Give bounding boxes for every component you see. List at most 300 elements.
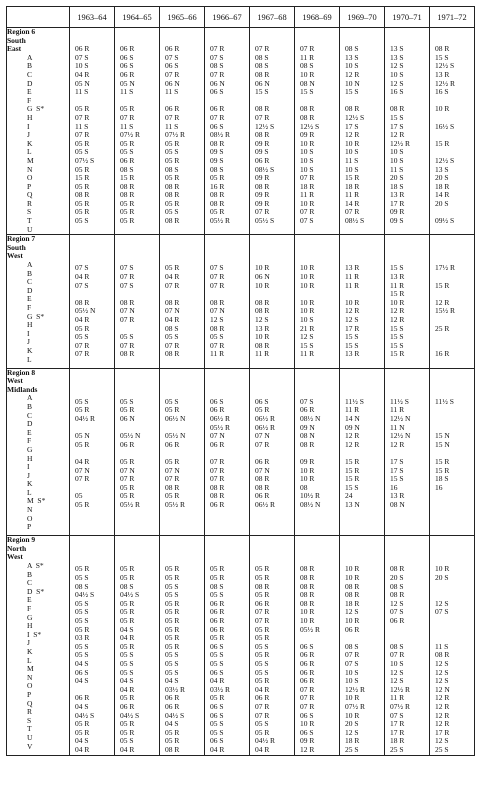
value-entry: 07 R bbox=[120, 340, 135, 350]
value-entry: 05 S bbox=[210, 658, 224, 668]
value-entry: 06 R bbox=[120, 69, 135, 79]
value-entry: 05 S bbox=[75, 598, 89, 608]
value-entry: 08 R bbox=[210, 323, 225, 333]
value-entry: 15 S bbox=[390, 323, 404, 333]
value-entry: 11 R bbox=[345, 405, 360, 415]
value-entry: 24 bbox=[345, 491, 353, 501]
region-title-line: Region 6 bbox=[7, 27, 36, 36]
value-entry bbox=[300, 509, 339, 518]
value-entry: 18 R bbox=[345, 598, 360, 608]
region-title-line: South bbox=[7, 35, 26, 45]
value-entry: 07 R bbox=[120, 474, 135, 484]
value-entry: 07 S bbox=[75, 52, 89, 62]
value-entry: 08 R bbox=[120, 297, 135, 307]
value-entry: 10 R bbox=[300, 474, 315, 484]
value-entry: 05 S bbox=[75, 332, 89, 342]
value-entry bbox=[255, 518, 294, 527]
value-entry: 05 R bbox=[255, 633, 270, 643]
value-entry: 06 S bbox=[210, 736, 224, 746]
value-entry: 12 R bbox=[300, 744, 315, 754]
row-letter: I bbox=[27, 121, 30, 131]
value-entry: 05 R bbox=[75, 564, 90, 574]
value-entry: 07 R bbox=[120, 315, 135, 324]
value-entry: 06 R bbox=[120, 439, 135, 449]
value-entry bbox=[435, 359, 474, 368]
value-entry: 06 R bbox=[165, 44, 180, 54]
row-letter: F bbox=[27, 303, 32, 312]
row-letter: F bbox=[27, 95, 32, 105]
row-letter: H bbox=[27, 621, 33, 631]
region-label-cell bbox=[7, 235, 70, 368]
value-entry: 10 R bbox=[345, 616, 360, 625]
value-entry: 04 R bbox=[210, 744, 225, 754]
value-entry: 08 R bbox=[300, 590, 315, 600]
year-cell bbox=[340, 235, 385, 368]
value-entry: 08 R bbox=[390, 590, 405, 600]
value-entry bbox=[435, 492, 474, 501]
value-entry bbox=[435, 617, 474, 626]
value-entry: 12 R bbox=[435, 693, 450, 703]
value-entry: 07 N bbox=[165, 465, 180, 475]
value-entry: 06 S bbox=[210, 667, 224, 677]
value-entry: 25 S bbox=[345, 744, 359, 754]
region-row bbox=[7, 368, 475, 536]
value-entry: 08 S bbox=[345, 44, 359, 54]
value-entry: 15 R bbox=[345, 474, 360, 484]
value-entry bbox=[345, 509, 384, 518]
value-entry: 05½ R bbox=[210, 216, 231, 226]
value-entry bbox=[300, 527, 339, 536]
value-entry: 06 R bbox=[300, 658, 315, 668]
value-entry: 17 R bbox=[435, 727, 450, 737]
value-entry: 07 N bbox=[210, 306, 225, 316]
value-entry: 05 S bbox=[75, 607, 89, 617]
value-entry: 17 R bbox=[390, 719, 405, 729]
row-letter: J bbox=[27, 337, 30, 347]
value-entry bbox=[210, 509, 249, 518]
value-entry: 08 R bbox=[165, 297, 180, 307]
value-entry: 04 R bbox=[75, 272, 90, 282]
region-label-cell bbox=[7, 368, 70, 536]
row-letter: O bbox=[27, 681, 33, 691]
value-entry: 07 N bbox=[120, 465, 135, 475]
value-entry: 12½ R bbox=[435, 78, 456, 88]
value-entry: 15 S bbox=[390, 474, 404, 484]
value-entry: 11 R bbox=[255, 349, 270, 359]
value-entry: 21 R bbox=[300, 323, 315, 333]
year-header: 1967–68 bbox=[250, 7, 295, 28]
value-entry: 06 S bbox=[210, 710, 224, 720]
value-entry bbox=[165, 527, 204, 536]
value-entry: 07 R bbox=[345, 650, 360, 660]
row-letter: R bbox=[27, 707, 33, 717]
value-entry: 05 R bbox=[165, 263, 180, 273]
value-entry: 05 R bbox=[165, 155, 180, 165]
value-entry bbox=[435, 406, 474, 415]
year-header: 1969–70 bbox=[340, 7, 385, 28]
value-entry: 12 S bbox=[435, 676, 449, 686]
value-entry: 07 S bbox=[300, 216, 314, 226]
value-entry bbox=[120, 518, 159, 527]
value-entry: 07 S bbox=[435, 607, 449, 617]
value-entry: 04 S bbox=[165, 719, 179, 729]
value-entry: 05 R bbox=[120, 693, 135, 703]
region-title-line: East bbox=[7, 44, 22, 54]
value-entry: 05 R bbox=[120, 564, 135, 574]
value-entry: 16 R bbox=[210, 181, 225, 191]
value-entry: 06 R bbox=[300, 676, 315, 686]
value-entry: 06 R bbox=[165, 104, 180, 114]
value-entry bbox=[75, 518, 114, 527]
value-entry: 06 N bbox=[120, 413, 135, 423]
value-entry: 05 N bbox=[75, 78, 90, 88]
value-entry: 06½ R bbox=[255, 413, 276, 423]
value-entry: 06 R bbox=[210, 104, 225, 114]
value-entry: 08 S bbox=[300, 61, 314, 71]
value-entry: 13 R bbox=[390, 272, 405, 282]
value-entry: 05 R bbox=[120, 216, 135, 226]
value-entry: 05 R bbox=[120, 482, 135, 492]
value-entry: 07 R bbox=[255, 701, 270, 711]
value-entry: 11½ S bbox=[390, 396, 409, 406]
header-corner bbox=[7, 7, 70, 28]
region-row bbox=[7, 235, 475, 368]
value-entry: 05½ N bbox=[165, 431, 186, 441]
value-entry: 05 R bbox=[75, 405, 90, 415]
year-cell bbox=[205, 28, 250, 235]
row-letter: T bbox=[27, 724, 32, 734]
row-letter: R bbox=[27, 198, 33, 208]
row-letter: G bbox=[27, 612, 33, 622]
value-entry: 15 S bbox=[390, 332, 404, 342]
value-entry: 10 S bbox=[390, 658, 404, 668]
value-entry: 07 R bbox=[255, 44, 270, 54]
value-entry: 05 R bbox=[165, 405, 180, 415]
value-entry: 05 S bbox=[165, 581, 179, 591]
year-cell bbox=[295, 368, 340, 536]
value-entry: 04 R bbox=[120, 744, 135, 754]
value-entry: 07 S bbox=[120, 263, 134, 273]
value-entry: 12½ R bbox=[390, 684, 411, 694]
row-letter: E bbox=[27, 87, 32, 97]
value-entry: 07 R bbox=[210, 272, 225, 282]
value-entry: 05 R bbox=[255, 590, 270, 600]
value-entry: 08 R bbox=[120, 349, 135, 359]
value-entry: 05 S bbox=[165, 658, 179, 668]
value-entry: 05 R bbox=[165, 633, 180, 643]
year-cell bbox=[385, 28, 430, 235]
value-entry: 06 S bbox=[300, 710, 314, 720]
value-entry: 10 S bbox=[300, 315, 314, 324]
value-entry: 07 R bbox=[300, 207, 315, 217]
value-entry: 08 R bbox=[165, 181, 180, 191]
value-entry: 05 R bbox=[210, 207, 225, 217]
value-entry: 06 S bbox=[300, 727, 314, 737]
value-entry: 05 N bbox=[75, 431, 90, 441]
value-entry: 08 R bbox=[255, 104, 270, 114]
value-entry: 07 R bbox=[255, 710, 270, 720]
row-letter: N bbox=[27, 505, 33, 515]
value-entry: 09 R bbox=[255, 190, 270, 200]
value-entry: 07 R bbox=[75, 130, 90, 140]
row-letter: G S* bbox=[27, 311, 45, 321]
value-entry bbox=[120, 359, 159, 368]
region-title-line: North bbox=[7, 543, 27, 553]
value-entry: 05 S bbox=[75, 650, 89, 660]
row-letter: M bbox=[27, 664, 34, 674]
row-letter: E bbox=[27, 595, 32, 605]
row-letter: I S* bbox=[27, 629, 42, 639]
row-letter: C bbox=[27, 69, 33, 79]
value-entry: 04 R bbox=[165, 315, 180, 324]
value-entry: 12 R bbox=[390, 315, 405, 324]
value-entry: 08 bbox=[300, 482, 308, 492]
row-letter: C bbox=[27, 410, 33, 420]
value-entry: 07 S bbox=[75, 280, 89, 290]
row-letter: H bbox=[27, 320, 33, 330]
value-entry: 13 S bbox=[435, 164, 449, 174]
value-entry: 05 R bbox=[120, 491, 135, 501]
value-entry: 15 N bbox=[435, 439, 450, 449]
value-entry: 05 R bbox=[75, 727, 90, 737]
value-entry: 10 S bbox=[345, 147, 359, 157]
value-entry: 08½ S bbox=[345, 216, 365, 226]
value-entry: 05 S bbox=[255, 719, 269, 729]
value-entry bbox=[210, 518, 249, 527]
value-entry: 08 R bbox=[210, 138, 225, 148]
value-entry: 10 R bbox=[300, 616, 315, 625]
region-table bbox=[6, 6, 475, 756]
value-entry: 05 S bbox=[165, 650, 179, 660]
value-entry: 13 R bbox=[255, 323, 270, 333]
value-entry: 18 R bbox=[390, 736, 405, 746]
value-entry: 15 R bbox=[435, 465, 450, 475]
value-entry bbox=[75, 527, 114, 536]
value-entry: 07 R bbox=[120, 112, 135, 122]
value-entry: 12 S bbox=[345, 727, 359, 737]
value-entry: 11 S bbox=[75, 121, 89, 131]
value-entry: 15 R bbox=[390, 349, 405, 359]
year-cell bbox=[250, 368, 295, 536]
row-letter: K bbox=[27, 345, 33, 355]
value-entry: 08 R bbox=[255, 581, 270, 591]
value-entry: 05 R bbox=[165, 491, 180, 501]
value-entry: 09 S bbox=[210, 155, 224, 165]
year-cell bbox=[250, 28, 295, 235]
year-cell bbox=[430, 28, 475, 235]
value-entry: 06 S bbox=[210, 396, 224, 406]
value-entry: 08 R bbox=[75, 297, 90, 307]
value-entry bbox=[390, 518, 429, 527]
value-entry: 05 R bbox=[210, 693, 225, 703]
value-entry: 07 S bbox=[120, 280, 134, 290]
value-entry: 07 R bbox=[300, 44, 315, 54]
value-entry: 10 S bbox=[390, 147, 404, 157]
value-entry: 20 S bbox=[435, 173, 449, 183]
value-entry: 08 R bbox=[210, 198, 225, 208]
value-entry: 08 R bbox=[165, 216, 180, 226]
value-entry: 07½ R bbox=[345, 701, 366, 711]
value-entry: 12 R bbox=[345, 439, 360, 449]
row-letter: D bbox=[27, 78, 33, 88]
value-entry: 08 R bbox=[390, 564, 405, 574]
value-entry: 15 S bbox=[300, 340, 314, 350]
value-entry: 09 R bbox=[255, 198, 270, 208]
value-entry: 10 R bbox=[390, 297, 405, 307]
value-entry: 12 S bbox=[390, 676, 404, 686]
value-entry: 17½ R bbox=[435, 263, 456, 273]
value-entry: 04½ S bbox=[75, 590, 95, 600]
value-entry: 11½ S bbox=[345, 396, 364, 406]
value-entry: 07 N bbox=[165, 306, 180, 316]
value-entry: 04 R bbox=[75, 69, 90, 79]
value-entry: 06½ R bbox=[255, 499, 276, 509]
value-entry: 04 R bbox=[255, 684, 270, 694]
value-entry: 15 S bbox=[345, 482, 359, 492]
row-letter: C bbox=[27, 578, 33, 588]
row-letter: A bbox=[27, 260, 33, 270]
value-entry: 08 R bbox=[300, 564, 315, 574]
value-entry: 08 S bbox=[210, 61, 224, 71]
value-entry: 07 S bbox=[165, 52, 179, 62]
value-entry: 11 R bbox=[345, 272, 360, 282]
value-entry: 06 R bbox=[165, 701, 180, 711]
row-letter: B bbox=[27, 401, 33, 411]
row-letter: E bbox=[27, 294, 32, 304]
year-header: 1970–71 bbox=[385, 7, 430, 28]
value-entry: 04 S bbox=[75, 676, 89, 686]
year-cell bbox=[385, 368, 430, 536]
value-entry: 05 S bbox=[165, 147, 179, 157]
year-cell bbox=[340, 368, 385, 536]
value-entry: 10 R bbox=[300, 607, 315, 617]
value-entry: 06 S bbox=[300, 641, 314, 651]
value-entry: 05 S bbox=[75, 641, 89, 651]
value-entry: 05 R bbox=[255, 727, 270, 737]
value-entry: 05 R bbox=[255, 405, 270, 415]
value-entry: 08 S bbox=[390, 641, 404, 651]
year-cell bbox=[205, 235, 250, 368]
row-letter: U bbox=[27, 224, 33, 234]
row-letter: N bbox=[27, 672, 33, 682]
value-entry: 12 R bbox=[435, 297, 450, 307]
value-entry: 15 R bbox=[435, 280, 450, 290]
value-entry: 11 S bbox=[345, 155, 359, 165]
value-entry: 04½ S bbox=[120, 590, 140, 600]
value-entry: 05 R bbox=[165, 456, 180, 466]
value-entry: 08 S bbox=[75, 581, 89, 591]
value-entry: 10 R bbox=[300, 272, 315, 282]
value-entry: 15 S bbox=[345, 340, 359, 350]
year-cell bbox=[115, 368, 160, 536]
value-entry: 08 R bbox=[300, 104, 315, 114]
value-entry: 10 S bbox=[300, 155, 314, 165]
value-entry: 12 R bbox=[435, 710, 450, 720]
value-entry: 08 R bbox=[435, 44, 450, 54]
value-entry: 07 R bbox=[210, 456, 225, 466]
value-entry: 08 N bbox=[390, 499, 405, 509]
value-entry bbox=[165, 509, 204, 518]
row-letter: E bbox=[27, 427, 32, 437]
value-entry bbox=[435, 626, 474, 635]
value-entry: 09 N bbox=[300, 422, 315, 432]
row-letter: C bbox=[27, 277, 33, 287]
value-entry: 05 R bbox=[165, 641, 180, 651]
year-header: 1968–69 bbox=[295, 7, 340, 28]
value-entry: 06 R bbox=[345, 624, 360, 634]
value-entry: 04 R bbox=[120, 633, 135, 643]
row-letter: L bbox=[27, 147, 32, 157]
value-entry: 05 S bbox=[210, 727, 224, 737]
value-entry: 12½ S bbox=[345, 112, 365, 122]
row-letter: B bbox=[27, 268, 33, 278]
value-entry bbox=[255, 509, 294, 518]
value-entry: 03½ R bbox=[210, 684, 231, 694]
year-cell bbox=[160, 235, 205, 368]
value-entry: 15 S bbox=[390, 263, 404, 273]
value-entry bbox=[435, 583, 474, 592]
value-entry bbox=[345, 518, 384, 527]
value-entry: 05 R bbox=[210, 633, 225, 643]
value-entry bbox=[300, 518, 339, 527]
value-entry: 12 R bbox=[345, 69, 360, 79]
value-entry: 07 R bbox=[210, 340, 225, 350]
value-entry: 06 R bbox=[120, 701, 135, 711]
year-cell bbox=[250, 536, 295, 755]
value-entry bbox=[165, 359, 204, 368]
value-entry: 11 S bbox=[75, 87, 89, 97]
value-entry: 07 S bbox=[390, 710, 404, 720]
value-entry: 08 R bbox=[120, 190, 135, 200]
value-entry: 06 R bbox=[255, 693, 270, 703]
value-entry: 05 R bbox=[120, 104, 135, 114]
value-entry: 07 R bbox=[210, 465, 225, 475]
value-entry bbox=[390, 509, 429, 518]
value-entry: 10 R bbox=[435, 104, 450, 114]
value-entry: 07 N bbox=[120, 306, 135, 316]
value-entry: 17 R bbox=[390, 727, 405, 737]
value-entry: 06 S bbox=[210, 87, 224, 97]
value-entry: 16½ S bbox=[435, 121, 455, 131]
value-entry: 13 R bbox=[390, 190, 405, 200]
value-entry: 07 R bbox=[255, 607, 270, 617]
year-cell bbox=[430, 368, 475, 536]
row-letter: L bbox=[27, 354, 32, 364]
value-entry: 05 S bbox=[165, 667, 179, 677]
value-entry bbox=[345, 527, 384, 536]
value-entry: 05 R bbox=[165, 573, 180, 583]
value-entry: 05 R bbox=[75, 439, 90, 449]
value-entry: 16 S bbox=[435, 87, 449, 97]
value-entry: 08 S bbox=[120, 164, 134, 174]
value-entry bbox=[390, 626, 429, 635]
value-entry: 18 S bbox=[435, 474, 449, 484]
value-entry: 04 S bbox=[75, 658, 89, 668]
year-cell bbox=[340, 536, 385, 755]
row-letter: L bbox=[27, 655, 32, 665]
value-entry: 08 S bbox=[390, 581, 404, 591]
value-entry: 12 S bbox=[255, 315, 269, 324]
value-entry: 06 R bbox=[255, 155, 270, 165]
value-entry: 08 R bbox=[210, 482, 225, 492]
value-entry: 10 N bbox=[345, 78, 360, 88]
value-entry: 07 R bbox=[210, 44, 225, 54]
value-entry: 10 R bbox=[345, 297, 360, 307]
row-letter: M bbox=[27, 155, 34, 165]
row-letter: T bbox=[27, 216, 32, 226]
value-entry: 12 S bbox=[345, 315, 359, 324]
value-entry: 05 S bbox=[120, 667, 134, 677]
